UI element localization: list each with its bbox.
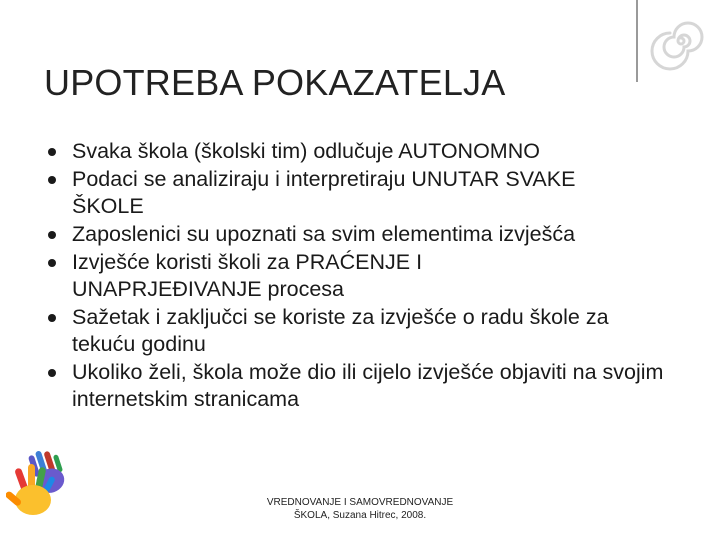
bullet-text: Zaposlenici su upoznati sa svim elementima izvješća xyxy=(72,222,576,246)
spiral-icon xyxy=(646,6,716,76)
bullet-dot-icon xyxy=(48,231,56,239)
bullet-item xyxy=(48,359,698,413)
corner-divider xyxy=(636,0,638,82)
bullet-item xyxy=(48,249,698,303)
bullet-text: Svaka škola (školski tim) odlučuje AUTONOMNO xyxy=(72,139,540,163)
bullet-text: Podaci se analiziraju i interpretiraju UNUTAR SVAKE ŠKOLE xyxy=(72,167,576,218)
bullet-text: Ukoliko želi, škola može dio ili cijelo izvješće objaviti na svojim internetskim stranicama xyxy=(72,360,664,411)
bullet-item xyxy=(48,221,698,248)
bullet-dot-icon xyxy=(48,369,56,377)
painted-hands-icon xyxy=(6,450,72,520)
bullet-dot-icon xyxy=(48,148,56,156)
slide-title: UPOTREBA POKAZATELJA xyxy=(44,62,506,103)
bullet-text: Sažetak i zaključci se koriste za izvješće o radu škole za tekuću godinu xyxy=(72,305,609,356)
footer xyxy=(240,496,480,522)
bullet-item xyxy=(48,166,698,220)
bullet-dot-icon xyxy=(48,176,56,184)
bullet-item xyxy=(48,138,698,165)
footer-line: VREDNOVANJE I SAMOVREDNOVANJE xyxy=(266,497,454,508)
bullet-dot-icon xyxy=(48,259,56,267)
bullet-list xyxy=(48,137,698,414)
bullet-item xyxy=(48,304,698,358)
bullet-text: Izvješće koristi školi za PRAĆENJE I UNAPRJEĐIVANJE procesa xyxy=(72,250,423,301)
footer-line: ŠKOLA, Suzana Hitrec, 2008. xyxy=(293,510,427,521)
bullet-dot-icon xyxy=(48,314,56,322)
